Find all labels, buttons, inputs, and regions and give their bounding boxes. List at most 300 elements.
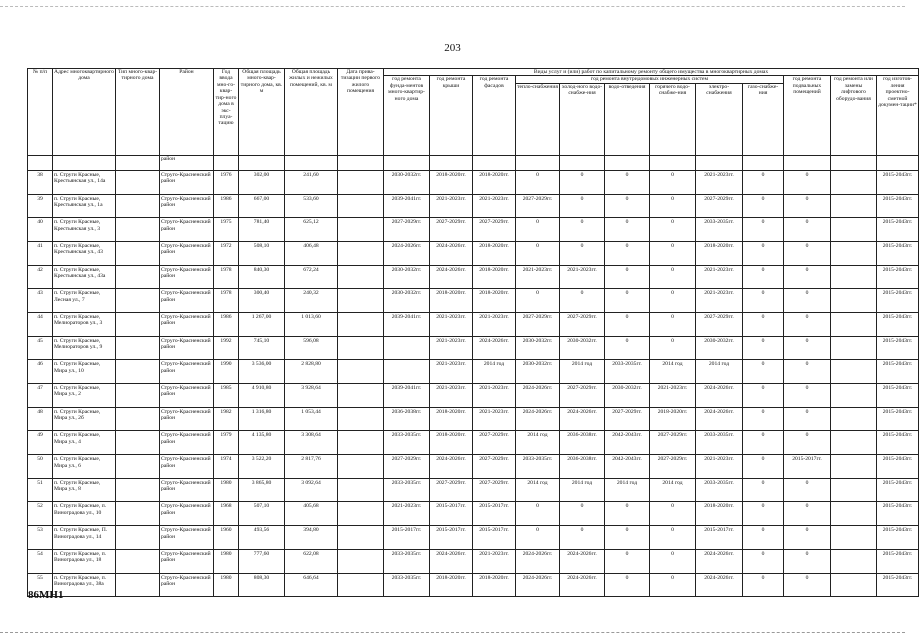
cell-design-docs-year: 2015-2043гг. — [877, 526, 919, 550]
cell-basement-year: 0 — [784, 384, 831, 408]
cell-elevator-year — [831, 455, 877, 479]
cell-row-number: 48 — [28, 407, 53, 431]
cell-heat-supply-year: 2024-2026гг. — [516, 384, 560, 408]
cell-basement-year: 0 — [784, 312, 831, 336]
cell-year-built: 1978 — [214, 265, 239, 289]
cell-heat-supply-year: 2033-2035гг. — [516, 455, 560, 479]
cell-cold-water-year: 2036-2038гг. — [560, 431, 605, 455]
cell-gas-year: 0 — [743, 360, 784, 384]
cell-facade-year: 2015-2017гг. — [473, 526, 516, 550]
cell-address: п. Струги Красные, Лесная ул., 7 — [53, 289, 116, 313]
cell-design-docs-year: 2015-2043гг. — [877, 170, 919, 194]
cell-heat-supply-year: 2030-2032гг. — [516, 336, 560, 360]
cell-sewer-year: 2027-2029гг. — [605, 407, 650, 431]
cell-roof-year: 2024-2026гг. — [430, 549, 473, 573]
cell-hot-water-year: 0 — [650, 241, 696, 265]
cell-facade-year: 2018-2020гг. — [473, 241, 516, 265]
cell-year-built: 1990 — [214, 360, 239, 384]
cell-design-docs-year: 2015-2043гг. — [877, 573, 919, 597]
cell-living-area: 672,24 — [285, 265, 338, 289]
cell-gas-year: 0 — [743, 478, 784, 502]
cell-design-docs-year: 2015-2043гг. — [877, 194, 919, 218]
cell-elevator-year — [831, 336, 877, 360]
cell-living-area: 596,08 — [285, 336, 338, 360]
header-basement: год ремонта подвальных помещений — [784, 76, 831, 155]
cell-cold-water-year: 0 — [560, 241, 605, 265]
cell-foundation-year: 2033-2035гг. — [384, 431, 430, 455]
cell-cold-water-year: 2036-2038гг. — [560, 455, 605, 479]
cell-electric-year: 2024-2026гг. — [696, 549, 743, 573]
cell-basement-year: 0 — [784, 241, 831, 265]
cell-foundation-year: 2033-2035гг. — [384, 478, 430, 502]
cell-design-docs-year: 2015-2043гг. — [877, 218, 919, 242]
cell-total-area: 745,10 — [239, 336, 285, 360]
cell-sewer-year: 0 — [605, 170, 650, 194]
cell-cold-water-year: 2030-2032гг. — [560, 336, 605, 360]
cell-electric-year: 2027-2029гг. — [696, 194, 743, 218]
cell-hot-water-year: 0 — [650, 312, 696, 336]
cell-electric-year: 2021-2023гг. — [696, 170, 743, 194]
cell-hot-water-year: 0 — [650, 502, 696, 526]
cell-total-area: 4 135,80 — [239, 431, 285, 455]
cell-basement-year: 0 — [784, 431, 831, 455]
cell-row-number: 43 — [28, 289, 53, 313]
cell-elevator-year — [831, 218, 877, 242]
cell-district: Струго-Красненский район — [160, 549, 214, 573]
cell-district: Струго-Красненский район — [160, 502, 214, 526]
cell-electric-year: 2024-2026гг. — [696, 573, 743, 597]
cell-cold-water-year: 0 — [560, 289, 605, 313]
cell-basement-year: 0 — [784, 218, 831, 242]
cell-facade-year: 2018-2020гг. — [473, 265, 516, 289]
cell-living-area: 2 817,76 — [285, 455, 338, 479]
cell-gas-year: 0 — [743, 407, 784, 431]
cell-house-type — [116, 478, 160, 502]
cell-cold-water-year: 2014 год — [560, 478, 605, 502]
cell-electric-year: 2030-2032гг. — [696, 336, 743, 360]
cell-privatization-date — [338, 549, 384, 573]
cell-basement-year: 0 — [784, 360, 831, 384]
cell-address: п. Струги Красные, Мира ул., 2 — [53, 384, 116, 408]
table-row — [28, 289, 919, 313]
cell-foundation-year: 2033-2035гг. — [384, 549, 430, 573]
cell-hot-water-year: 0 — [650, 549, 696, 573]
cell-facade-year: 2021-2023гг. — [473, 384, 516, 408]
cell-elevator-year — [831, 526, 877, 550]
cell-electric-year: 2018-2020гг. — [696, 241, 743, 265]
cell-elevator-year — [831, 170, 877, 194]
cell-privatization-date — [338, 241, 384, 265]
cell-house-type — [116, 360, 160, 384]
cell-house-type — [116, 241, 160, 265]
cell-row-number: 50 — [28, 455, 53, 479]
cell-district: Струго-Красненский район — [160, 289, 214, 313]
cell-facade-year: 2027-2029гг. — [473, 455, 516, 479]
continuation-district: район — [160, 155, 214, 170]
cell-basement-year: 0 — [784, 194, 831, 218]
cell-cold-water-year: 2024-2026гг. — [560, 549, 605, 573]
cell-hot-water-year: 2027-2029гг. — [650, 455, 696, 479]
cell-row-number: 52 — [28, 502, 53, 526]
cell-address: п. Струги Красные, Крестьянская ул., 3 — [53, 218, 116, 242]
cell-heat-supply-year: 0 — [516, 526, 560, 550]
cell-year-built: 1980 — [214, 549, 239, 573]
cell-design-docs-year: 2015-2043гг. — [877, 407, 919, 431]
cell-facade-year: 2021-2023гг. — [473, 194, 516, 218]
cell-district: Струго-Красненский район — [160, 384, 214, 408]
cell-row-number: 40 — [28, 218, 53, 242]
cell-electric-year: 2033-2035гг. — [696, 478, 743, 502]
cell-address: п. Струги Красные, Мира ул., 2б — [53, 407, 116, 431]
cell-total-area: 808,30 — [239, 573, 285, 597]
cell-roof-year: 2021-2023гг. — [430, 384, 473, 408]
cell-gas-year: 0 — [743, 241, 784, 265]
cell-district: Струго-Красненский район — [160, 526, 214, 550]
cell-district: Струго-Красненский район — [160, 170, 214, 194]
cell-heat-supply-year: 2021-2023гг. — [516, 265, 560, 289]
cell-basement-year: 0 — [784, 549, 831, 573]
cell-living-area: 394,80 — [285, 526, 338, 550]
cell-hot-water-year: 0 — [650, 289, 696, 313]
cell-electric-year: 2024-2026гг. — [696, 407, 743, 431]
table-row — [28, 573, 919, 597]
cell-living-area: 646,64 — [285, 573, 338, 597]
cell-house-type — [116, 502, 160, 526]
cell-roof-year: 2018-2020гг. — [430, 407, 473, 431]
cell-basement-year: 0 — [784, 407, 831, 431]
cell-elevator-year — [831, 360, 877, 384]
cell-row-number: 51 — [28, 478, 53, 502]
cell-foundation-year: 2030-2032гг. — [384, 170, 430, 194]
cell-elevator-year — [831, 573, 877, 597]
header-num: № п/п — [28, 69, 53, 156]
cell-gas-year: 0 — [743, 384, 784, 408]
cell-electric-year: 2024-2026гг. — [696, 384, 743, 408]
cell-privatization-date — [338, 194, 384, 218]
cell-house-type — [116, 265, 160, 289]
cell-design-docs-year: 2015-2043гг. — [877, 289, 919, 313]
header-design-docs: год изготов-ления проектно-сметной докумен-тации* — [877, 76, 919, 155]
cell-foundation-year: 2030-2032гг. — [384, 265, 430, 289]
header-heat: тепло-снабжения — [516, 83, 560, 155]
cell-hot-water-year: 0 — [650, 336, 696, 360]
cell-district: Струго-Красненский район — [160, 360, 214, 384]
cell-address: п. Струги Красные, п. Виноградова ул., 38а — [53, 573, 116, 597]
cell-design-docs-year: 2015-2043гг. — [877, 241, 919, 265]
table-row — [28, 407, 919, 431]
cell-privatization-date — [338, 360, 384, 384]
cell-privatization-date — [338, 573, 384, 597]
cell-house-type — [116, 218, 160, 242]
cell-design-docs-year: 2015-2043гг. — [877, 265, 919, 289]
cell-gas-year: 0 — [743, 549, 784, 573]
cell-cold-water-year: 2027-2029гг. — [560, 384, 605, 408]
cell-facade-year: 2027-2029гг. — [473, 478, 516, 502]
cell-year-built: 1986 — [214, 194, 239, 218]
cell-foundation-year: 2024-2026гг. — [384, 241, 430, 265]
cell-elevator-year — [831, 407, 877, 431]
cell-roof-year: 2024-2026гг. — [430, 241, 473, 265]
cell-row-number: 41 — [28, 241, 53, 265]
cell-cold-water-year: 2024-2026гг. — [560, 407, 605, 431]
cell-living-area: 3 928,64 — [285, 384, 338, 408]
cell-sewer-year: 2042-2043гг. — [605, 431, 650, 455]
cell-privatization-date — [338, 455, 384, 479]
cell-basement-year: 0 — [784, 502, 831, 526]
cell-year-built: 1980 — [214, 478, 239, 502]
cell-address: п. Струги Красные, Крестьянская ул., 43 — [53, 241, 116, 265]
cell-elevator-year — [831, 265, 877, 289]
cell-elevator-year — [831, 431, 877, 455]
cell-year-built: 1976 — [214, 170, 239, 194]
cell-roof-year: 2027-2029гг. — [430, 218, 473, 242]
cell-year-built: 1979 — [214, 431, 239, 455]
cell-heat-supply-year: 2024-2026гг. — [516, 407, 560, 431]
cell-electric-year: 2033-2035гг. — [696, 431, 743, 455]
cell-cold-water-year: 2021-2023гг. — [560, 265, 605, 289]
cell-row-number: 38 — [28, 170, 53, 194]
cell-heat-supply-year: 2014 год — [516, 431, 560, 455]
cell-privatization-date — [338, 312, 384, 336]
cell-elevator-year — [831, 194, 877, 218]
cell-privatization-date — [338, 526, 384, 550]
cell-design-docs-year: 2015-2043гг. — [877, 384, 919, 408]
cell-privatization-date — [338, 384, 384, 408]
cell-living-area: 533,60 — [285, 194, 338, 218]
cell-foundation-year: 2021-2023гг. — [384, 502, 430, 526]
cell-facade-year: 2015-2017гг. — [473, 502, 516, 526]
header-year-built: Год ввода мно-го-квар-тир-ного дома в экс-плуа-тацию — [214, 69, 239, 156]
cell-cold-water-year: 2024-2026гг. — [560, 573, 605, 597]
table-row — [28, 549, 919, 573]
cell-gas-year: 0 — [743, 336, 784, 360]
cell-roof-year: 2018-2020гг. — [430, 573, 473, 597]
cell-sewer-year: 0 — [605, 194, 650, 218]
cell-total-area: 4 910,80 — [239, 384, 285, 408]
cell-sewer-year: 0 — [605, 502, 650, 526]
cell-heat-supply-year: 2027-2029гг. — [516, 312, 560, 336]
cell-address: п. Струги Красные, п. Виноградова ул., 18 — [53, 549, 116, 573]
cell-house-type — [116, 526, 160, 550]
cell-basement-year: 0 — [784, 265, 831, 289]
cell-living-area: 405,68 — [285, 502, 338, 526]
cell-gas-year: 0 — [743, 502, 784, 526]
footer-code: 86MH1 — [28, 589, 64, 601]
cell-privatization-date — [338, 478, 384, 502]
cell-total-area: 493,56 — [239, 526, 285, 550]
cell-district: Струго-Красненский район — [160, 265, 214, 289]
cell-basement-year: 0 — [784, 336, 831, 360]
cell-gas-year: 0 — [743, 289, 784, 313]
cell-address: п. Струги Красные, Мелиораторов ул., 9 — [53, 336, 116, 360]
cell-total-area: 508,10 — [239, 241, 285, 265]
cell-sewer-year: 0 — [605, 218, 650, 242]
cell-address: п. Струги Красные, Крестьянская ул., 43а — [53, 265, 116, 289]
cell-sewer-year: 0 — [605, 573, 650, 597]
cell-electric-year: 2021-2023гг. — [696, 455, 743, 479]
cell-hot-water-year: 2027-2029гг. — [650, 431, 696, 455]
cell-foundation-year: 2027-2029гг. — [384, 455, 430, 479]
cell-row-number: 47 — [28, 384, 53, 408]
cell-gas-year: 0 — [743, 573, 784, 597]
cell-gas-year: 0 — [743, 455, 784, 479]
cell-roof-year: 2024-2026гг. — [430, 455, 473, 479]
cell-address: п. Струги Красные, Мелиораторов ул., 3 — [53, 312, 116, 336]
header-electric: электро-снабжения — [696, 83, 743, 155]
cell-address: п. Струги Красные, Крестьянская ул., 1а — [53, 194, 116, 218]
table-row — [28, 170, 919, 194]
cell-house-type — [116, 312, 160, 336]
cell-district: Струго-Красненский район — [160, 312, 214, 336]
table-row — [28, 502, 919, 526]
cell-foundation-year: 2039-2041гг. — [384, 312, 430, 336]
cell-gas-year: 0 — [743, 170, 784, 194]
cell-row-number: 42 — [28, 265, 53, 289]
cell-address: п. Струги Красные, п. Виноградова ул., 10 — [53, 502, 116, 526]
cell-basement-year: 0 — [784, 573, 831, 597]
cell-district: Струго-Красненский район — [160, 241, 214, 265]
cell-facade-year: 2021-2023гг. — [473, 407, 516, 431]
header-privatization: Дата прива-тизации первого жилого помещения — [338, 69, 384, 156]
table-row — [28, 241, 919, 265]
cell-roof-year: 2018-2020гг. — [430, 431, 473, 455]
cell-house-type — [116, 170, 160, 194]
cell-roof-year: 2018-2020гг. — [430, 289, 473, 313]
cell-row-number: 55 — [28, 573, 53, 597]
cell-heat-supply-year: 2027-2029гг. — [516, 194, 560, 218]
cell-gas-year: 0 — [743, 312, 784, 336]
continuation-row — [28, 155, 919, 170]
cell-district: Струго-Красненский район — [160, 455, 214, 479]
cell-total-area: 3 536,00 — [239, 360, 285, 384]
cell-row-number: 44 — [28, 312, 53, 336]
cell-sewer-year: 2030-2032гг. — [605, 384, 650, 408]
cell-cold-water-year: 0 — [560, 218, 605, 242]
cell-facade-year: 2018-2020гг. — [473, 170, 516, 194]
cell-sewer-year: 2014 год — [605, 478, 650, 502]
header-facade: год ремонта фасадов — [473, 76, 516, 155]
cell-elevator-year — [831, 241, 877, 265]
cell-hot-water-year: 0 — [650, 194, 696, 218]
table-row — [28, 431, 919, 455]
cell-year-built: 1960 — [214, 526, 239, 550]
cell-heat-supply-year: 2024-2026гг. — [516, 549, 560, 573]
cell-basement-year: 0 — [784, 526, 831, 550]
cell-design-docs-year: 2015-2043гг. — [877, 502, 919, 526]
cell-gas-year: 0 — [743, 431, 784, 455]
cell-row-number: 45 — [28, 336, 53, 360]
cell-roof-year: 2021-2023гг. — [430, 360, 473, 384]
cell-row-number: 53 — [28, 526, 53, 550]
cell-roof-year: 2015-2017гг. — [430, 502, 473, 526]
cell-privatization-date — [338, 170, 384, 194]
cell-living-area: 2 828,80 — [285, 360, 338, 384]
table-row — [28, 360, 919, 384]
cell-foundation-year: 2015-2017гг. — [384, 526, 430, 550]
cell-basement-year: 2015-2017гг. — [784, 455, 831, 479]
cell-hot-water-year: 0 — [650, 218, 696, 242]
cell-foundation-year: 2039-2041гг. — [384, 194, 430, 218]
cell-hot-water-year: 2018-2020гг. — [650, 407, 696, 431]
cell-district: Струго-Красненский район — [160, 336, 214, 360]
cell-design-docs-year: 2015-2043гг. — [877, 549, 919, 573]
scan-edge-top — [0, 6, 905, 7]
cell-house-type — [116, 573, 160, 597]
cell-heat-supply-year: 0 — [516, 218, 560, 242]
cell-district: Струго-Красненский район — [160, 431, 214, 455]
cell-cold-water-year: 0 — [560, 194, 605, 218]
cell-total-area: 1 267,00 — [239, 312, 285, 336]
cell-roof-year: 2021-2023гг. — [430, 312, 473, 336]
cell-elevator-year — [831, 289, 877, 313]
cell-facade-year: 2027-2029гг. — [473, 218, 516, 242]
table-row — [28, 312, 919, 336]
header-elevator: год ремонта или замены лифтового оборудо-вания — [831, 76, 877, 155]
cell-electric-year: 2018-2020гг. — [696, 502, 743, 526]
cell-address: п. Струги Красные, П. Виноградова ул., 14 — [53, 526, 116, 550]
cell-design-docs-year: 2015-2043гг. — [877, 360, 919, 384]
cell-heat-supply-year: 0 — [516, 170, 560, 194]
cell-address: п. Струги Красные, Мира ул., 8 — [53, 478, 116, 502]
capital-repair-table — [27, 68, 919, 597]
cell-sewer-year: 2042-2043гг. — [605, 455, 650, 479]
cell-hot-water-year: 2021-2023гг. — [650, 384, 696, 408]
cell-hot-water-year: 2014 год — [650, 478, 696, 502]
cell-district: Струго-Красненский район — [160, 218, 214, 242]
cell-sewer-year: 0 — [605, 241, 650, 265]
cell-year-built: 1975 — [214, 218, 239, 242]
header-district: Район — [160, 69, 214, 156]
cell-roof-year: 2027-2029гг. — [430, 478, 473, 502]
cell-row-number: 39 — [28, 194, 53, 218]
cell-sewer-year: 0 — [605, 265, 650, 289]
cell-gas-year: 0 — [743, 194, 784, 218]
cell-hot-water-year: 0 — [650, 526, 696, 550]
cell-living-area: 622,08 — [285, 549, 338, 573]
cell-elevator-year — [831, 384, 877, 408]
cell-foundation-year: 2039-2041гг. — [384, 384, 430, 408]
cell-privatization-date — [338, 289, 384, 313]
cell-facade-year: 2027-2029гг. — [473, 431, 516, 455]
cell-address: п. Струги Красные, Крестьянская ул., 14а — [53, 170, 116, 194]
cell-facade-year: 2021-2023гг. — [473, 549, 516, 573]
cell-total-area: 840,30 — [239, 265, 285, 289]
cell-basement-year: 0 — [784, 289, 831, 313]
cell-total-area: 507,10 — [239, 502, 285, 526]
header-gas: газо-снабже-ния — [743, 83, 784, 155]
cell-heat-supply-year: 2014 год — [516, 478, 560, 502]
cell-heat-supply-year: 0 — [516, 502, 560, 526]
cell-electric-year: 2033-2035гг. — [696, 218, 743, 242]
cell-design-docs-year: 2015-2043гг. — [877, 336, 919, 360]
cell-house-type — [116, 384, 160, 408]
cell-cold-water-year: 0 — [560, 170, 605, 194]
cell-house-type — [116, 194, 160, 218]
cell-facade-year: 2018-2020гг. — [473, 573, 516, 597]
cell-cold-water-year: 0 — [560, 502, 605, 526]
table-row — [28, 265, 919, 289]
cell-cold-water-year: 0 — [560, 526, 605, 550]
header-type: Тип много-квар-тирного дома — [116, 69, 160, 156]
cell-total-area: 1 316,80 — [239, 407, 285, 431]
cell-year-built: 1978 — [214, 289, 239, 313]
cell-hot-water-year: 2014 год — [650, 360, 696, 384]
header-address: Адрес многоквартирного дома — [53, 69, 116, 156]
header-sewer: водо-отведения — [605, 83, 650, 155]
table-row — [28, 526, 919, 550]
cell-sewer-year: 0 — [605, 336, 650, 360]
table-row — [28, 455, 919, 479]
